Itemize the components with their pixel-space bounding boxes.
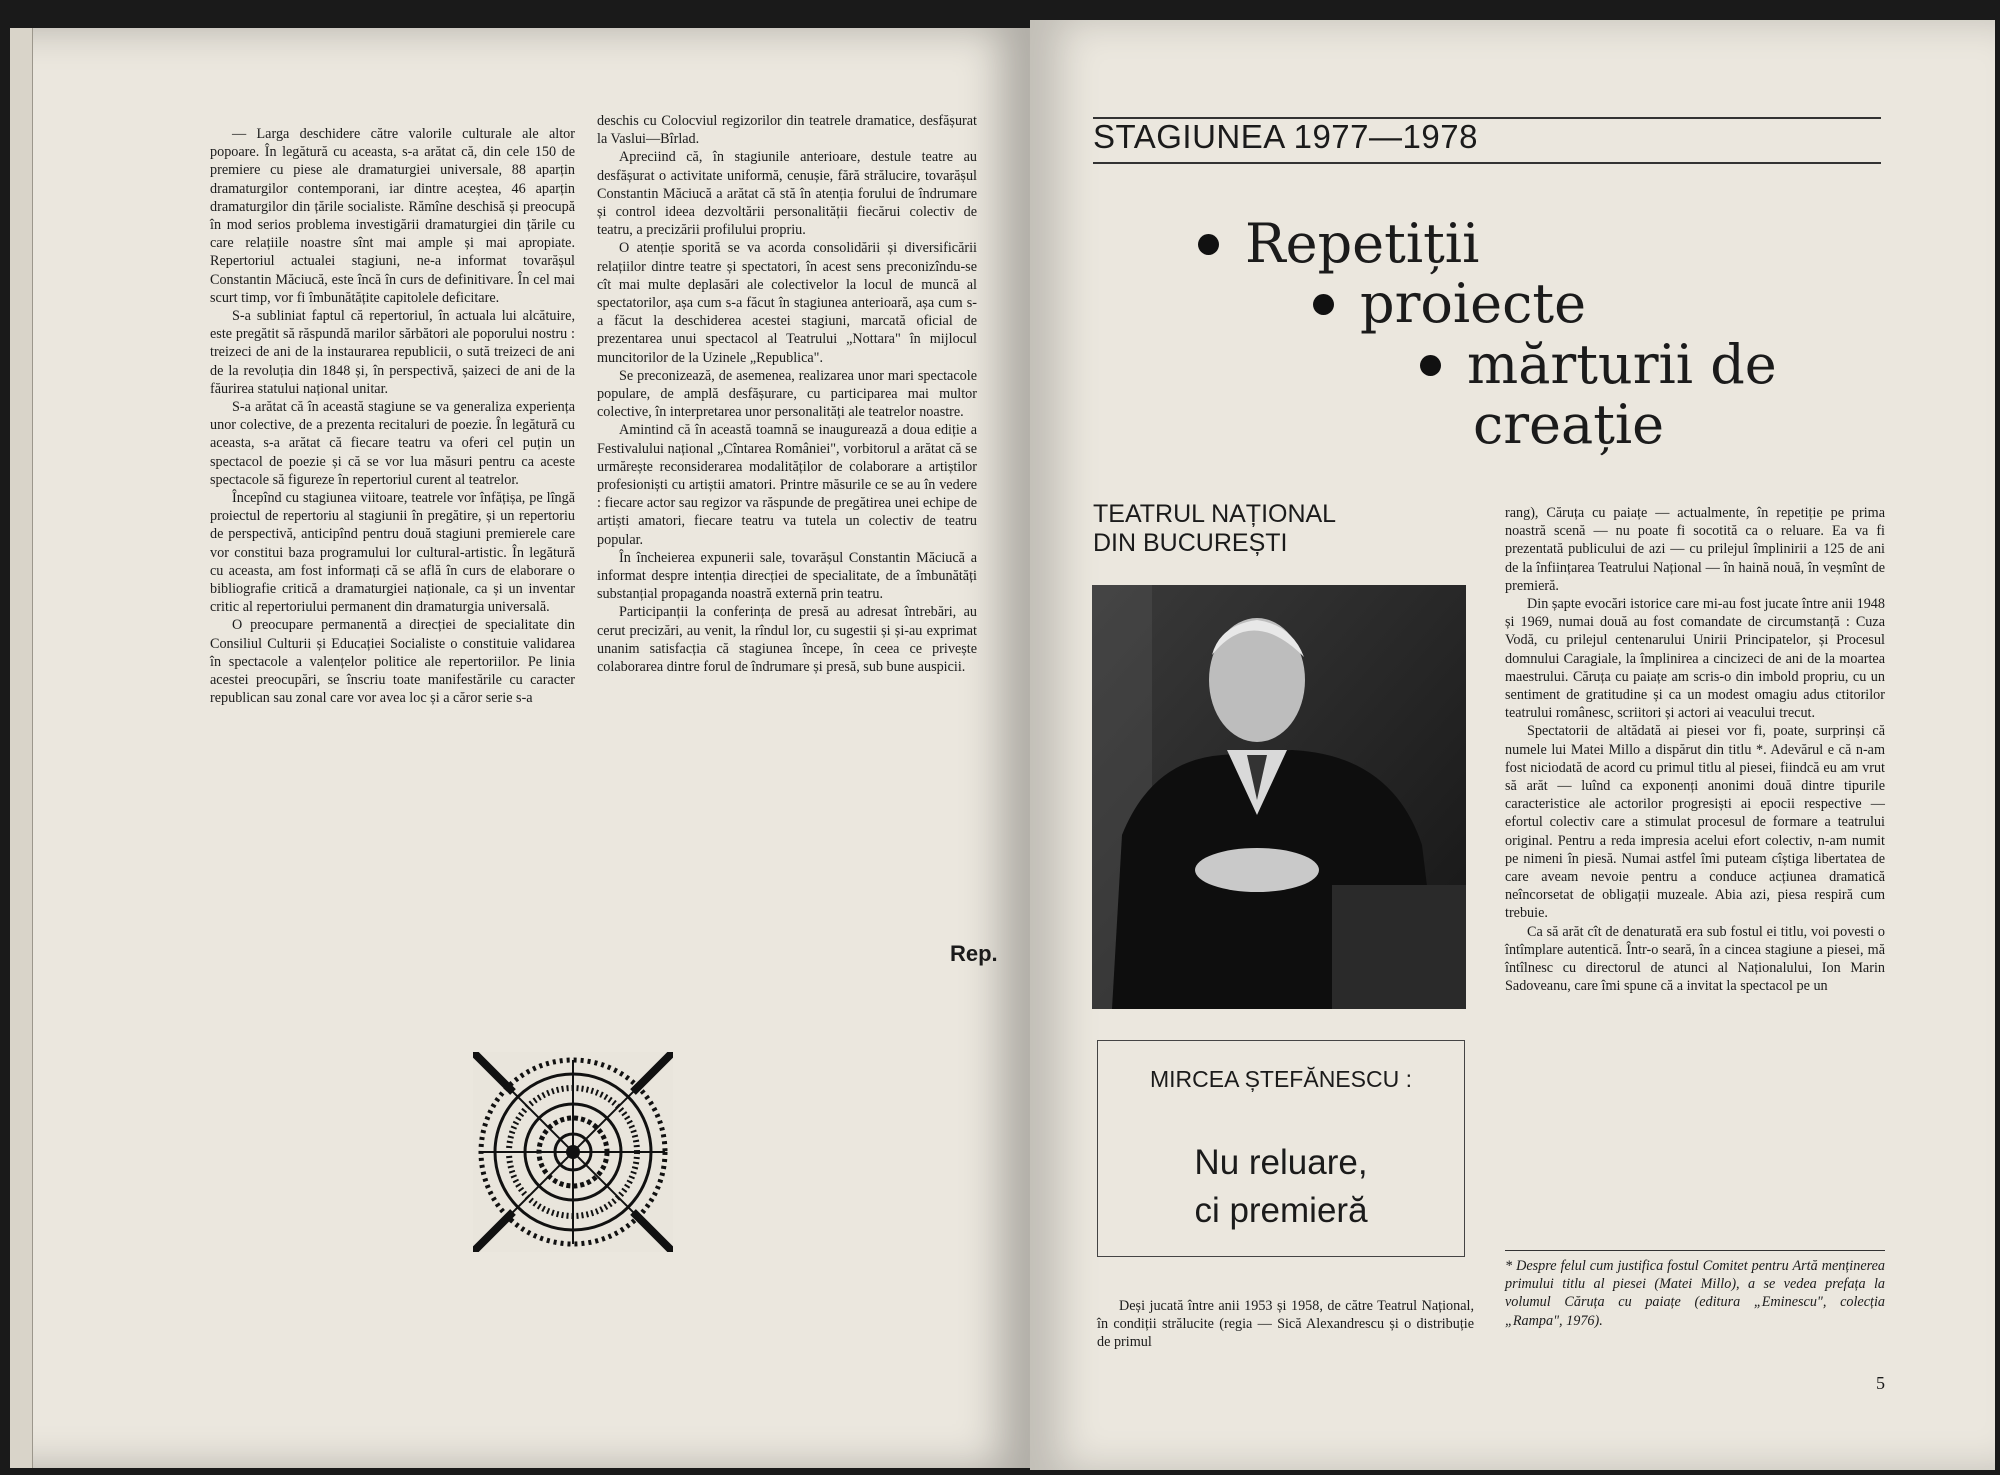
bullet-icon [1420,355,1441,376]
paragraph: O preocupare permanentă a direcției de specialitate din Consiliul Culturii și Educației Socialiste o constituie validarea în spectacole a valențelor politice ale repertoriilor. Pe linia acestei preocupări, se înscriu toate manifestările cu caracter republican sau zonal care vor avea loc și a căror serie s-a [210,617,575,707]
bullet-icon [1198,234,1219,255]
article-column-2 [597,112,977,676]
paragraph: deschis cu Colocviul regizorilor din teatrele dramatice, desfășurat la Vaslui—Bîrlad. [597,113,977,148]
bullet-icon [1313,294,1334,315]
article-column-1 [210,125,575,708]
paragraph: O atenție sporită se va acorda consolidării și diversificării relațiilor dintre teatre și spectatori, în acest sens preconizîndu-se cît mai multe deplasări ale colectivelor la locul de muncă al spectatorilor, așa cum s-a făcut în stagiunea anterioară, așa cum s-a făcut la deschiderea acestei stagiuni, marcată oficial de prezentarea unui spectacol al Teatrului „Nottara" în mijlocul muncitorilor de la Uzinele „Republica". [597,240,977,366]
paragraph: Amintind că în această toamnă se inaugurează a doua ediție a Festivalului național „Cîntarea României", vorbitorul a arătat că se urmărește reconsiderarea modalităților de colaborare a artiștilor profesioniști cu artiștii amatori. Printre măsurile ce se au în vedere : fiecare actor sau regizor va răspunde de pregătirea unei echipe de artiști amatori, fiecare teatru va tutela un colectiv de teatru popular. [597,422,977,548]
headline-line-4: creație [1473,393,1665,456]
footnote: * Despre felul cum justifica fostul Comitet pentru Artă menținerea primului titlu al piesei (Matei Millo), a se vedea prefața la volumul Căruța cu paiațe (editura „Eminescu", colecția „Rampa", 1976). [1505,1258,1885,1329]
paragraph: S-a subliniat faptul că repertoriul, în actuala lui alcătuire, este pregătit să răspundă marilor sărbători ale poporului nostru : treizeci de ani de la instaurarea republicii, o sută treizeci de ani de la revoluția din 1848 și, în perspectivă, șaizeci de ani de la făurirea statului național unitar. [210,308,575,397]
paragraph: Ca să arăt cît de denaturată era sub fostul ei titlu, voi povesti o întîmplare autentică. Într-o seară, în a cincea stagiune a piesei, mă întîlnesc cu directorul de atunci al Naționalului, Ion Marin Sadoveanu, care îmi spune că a invitat la spectacol pe un [1505,923,1885,995]
headline-line-2: proiecte [1313,272,1586,335]
page-edge [10,28,33,1468]
paragraph: Se preconizează, de asemenea, realizarea unor mari spectacole populare, de amplă desfășurare, cu participarea mai multor colective, în interpretarea unor personalități ale teatrelor noastre. [597,367,977,421]
page-number: 5 [1876,1373,1885,1393]
section-title: STAGIUNEA 1977—1978 [1093,118,1478,155]
decorative-ornament [473,1052,673,1252]
author-name: MIRCEA ȘTEFĂNESCU : [1150,1066,1412,1092]
article-title: Nu reluare, ci premieră [1194,1143,1368,1230]
paragraph: Din șapte evocări istorice care mi-au fost jucate între anii 1948 și 1969, numai două au fost comandate de circumstanță : Cuza Vodă, cu prilejul centenarului Unirii Principatelor, și Procesul domnului Caragiale, la împlinirea a cincizeci de ani de la moartea maestrului. Căruța cu paiațe am scris-o din imbold propriu, cu un sentiment de gratitudine și ca un modest omagiu adus ctitorilor teatrului românesc, scriitori și actori ai veacului trecut. [1505,596,1885,722]
footnote-rule [1505,1250,1885,1251]
article-intro: Deși jucată între anii 1953 și 1958, de către Teatrul Național, în condiții strălucite (regia — Sică Alexandrescu și o distribuție de primul [1097,1298,1474,1351]
header-rule-bottom [1093,162,1881,164]
paragraph: Începînd cu stagiunea viitoare, teatrele vor înfățișa, pe lîngă proiectul de repertoriu al stagiunii în pregătire, și un repertoriu de perspectivă, anticipînd pentru două stagiuni premierele care vor constitui baza programului lor cultural-artistic. În legătură cu aceasta, am fost informați că se află în curs de elaborare o bibliografie critică a dramaturgiei naționale, ca și un inventar critic al repertoriului permanent din dramaturgia universală. [210,490,575,616]
article-column-3 [1505,504,1885,995]
author-portrait-photo [1092,585,1466,1009]
article-title-box [1097,1040,1465,1257]
paragraph: Apreciind că, în stagiunile anterioare, destule teatre au desfășurat o activitate uniformă, cenușie, fără strălucire, tovarășul Constantin Măciucă a arătat că stă în atenția forului de îndrumare și control ideea dezvoltării personalității fiecărui colectiv de teatru, a precizării profilului propriu. [597,149,977,239]
paragraph: Spectatorii de altădată ai piesei vor fi, poate, surprinși că numele lui Matei Millo a dispărut din titlu *. Adevărul e că n-am fost niciodată de acord cu primul titlu al piesei, fiindcă eu am vrut să arăt — luînd ca exponenți anonimi două dintre tipurile caracteristice ale actorilor progresiști ai epocii respective — efortul colectiv care a stimulat procesul de formare a teatrului original. Pentru a reda impresia acelui efort colectiv, n-am numit pe nimeni în piesă. Numai astfel îmi puteam cîștiga libertatea de care aveam nevoie pentru a conduce acțiunea dramatică neîncorsetat de obligații muzeale. Abia azi, piesa respiră cum trebuie. [1505,723,1885,922]
headline-line-3: mărturii de [1420,333,1777,396]
paragraph: — Larga deschidere către valorile culturale ale altor popoare. În legătură cu aceasta, s-a arătat că, din cele 150 de premiere cu piese ale dramaturgiei universale, 88 aparțin dramaturgilor contemporani, iar dintre aceștea, 46 aparțin dramaturgilor din țările socialiste. Rămîne deschisă și preocupă în mod serios problema investigării dramaturgiei din țările cu care relațiile noastre sînt mai ample și mai apropiate. Repertoriul actualei stagiuni, ne-a informat tovarășul Constantin Măciucă, este încă în curs de definitivare. În cel mai scurt timp, vor fi îmbunătățite capitolele deficitare. [210,126,575,306]
paragraph: S-a arătat că în această stagiune se va generaliza experiența unor colective, de a prezenta recitaluri de poezie. În legătură cu aceasta, s-a arătat că fiecare teatru va oferi cel puțin un spectacol de poezie și că se vor lua măsuri pentru ca aceste spectacole să figureze în repertoriul curent al teatrelor. [210,399,575,488]
paragraph: În încheierea expunerii sale, tovarășul Constantin Măciucă a informat despre intenția direcției de specialitate, de a îmbunătăți substanțial propaganda noastră externă prin teatru. [597,549,977,603]
paragraph: rang), Căruța cu paiațe — actualmente, în repetiție pe prima noastră scenă — nu poate fi socotită ca o reluare. Ea va fi prezentată publicului de azi — cu prilejul împlinirii a 125 de ani de la înființarea Teatrului Național — în haină nouă, în veșmînt de premieră. [1505,505,1885,594]
paragraph: Participanții la conferința de presă au adresat întrebări, au cerut precizări, au venit, la rîndul lor, cu sugestii și și-au exprimat unanim satisfacția că stagiunea începe, în ceea ce privește colaborarea dintre forul de îndrumare și presă, sub bune auspicii. [597,604,977,676]
headline-line-1: Repetiții [1198,212,1479,275]
article-signature: Rep. [950,941,998,966]
theatre-label: TEATRUL NAȚIONAL DIN BUCUREȘTI [1093,500,1337,557]
